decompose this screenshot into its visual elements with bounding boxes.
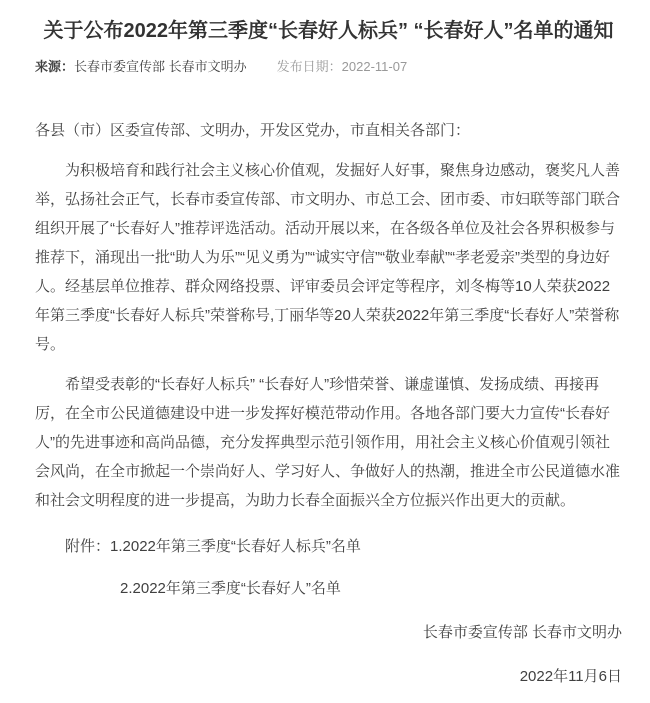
publish-date-value: 2022-11-07 <box>341 59 408 74</box>
publish-date-field <box>277 59 408 74</box>
paragraph-2: 希望受表彰的“长春好人标兵” “长春好人”珍惜荣誉、谦虚谨慎、发扬成绩、再接再厉，在全市公民道德建设中进一步发挥好模范带动作用。各地各部门要大力宣传“长春好人”的先进事迹和高尚品德，充分发挥典型示范引领作用，用社会主义核心价值观引领社会风尚，在全市掀起一个崇尚好人、学习好人、争做好人的热潮，推进全市公民道德水准和社会文明程度的进一步提高，为助力长春全面振兴全方位振兴作出更大的贡献。 <box>35 376 621 509</box>
attachment-line-1 <box>35 532 622 561</box>
source-field <box>35 59 247 74</box>
source-value: 长春市委宣传部 长春市文明办 <box>74 59 247 74</box>
meta-row <box>35 58 622 76</box>
source-label: 来源： <box>35 59 75 74</box>
attachment-item-2: 2.2022年第三季度“长春好人”名单 <box>120 580 341 597</box>
document-body <box>35 116 622 691</box>
page-title: 关于公布2022年第三季度“长春好人标兵” “长春好人”名单的通知 <box>43 20 614 42</box>
paragraph-1: 为积极培育和践行社会主义核心价值观，发掘好人好事，聚焦身边感动，褒奖凡人善举，弘扬社会正气，长春市委宣传部、市文明办、市总工会、团市委、市妇联等部门联合组织开展了“长春好人”推荐评选活动。活动开展以来，在各级各单位及社会各界积极参与推荐下，涌现出一批“助人为乐”“见义勇为”“诚实守信”“敬业奉献”“孝老爱亲”类型的身边好人。经基层单位推荐、群众网络投票、评审委员会评定等程序，刘冬梅等10人荣获2022年第三季度“长春好人标兵”荣誉称号,丁丽华等20人荣获2022年第三季度“长春好人”荣誉称号。 <box>35 162 621 353</box>
publish-date-label: 发布日期： <box>276 59 342 74</box>
signature-line: 长春市委宣传部 长春市文明办 <box>422 624 622 641</box>
attachment-item-1: 1.2022年第三季度“长春好人标兵”名单 <box>110 538 361 555</box>
attachment-label: 附件： <box>65 538 111 555</box>
document-date: 2022年11月6日 <box>519 668 622 685</box>
salutation-line: 各县（市）区委宣传部、文明办，开发区党办，市直相关各部门： <box>35 122 471 139</box>
